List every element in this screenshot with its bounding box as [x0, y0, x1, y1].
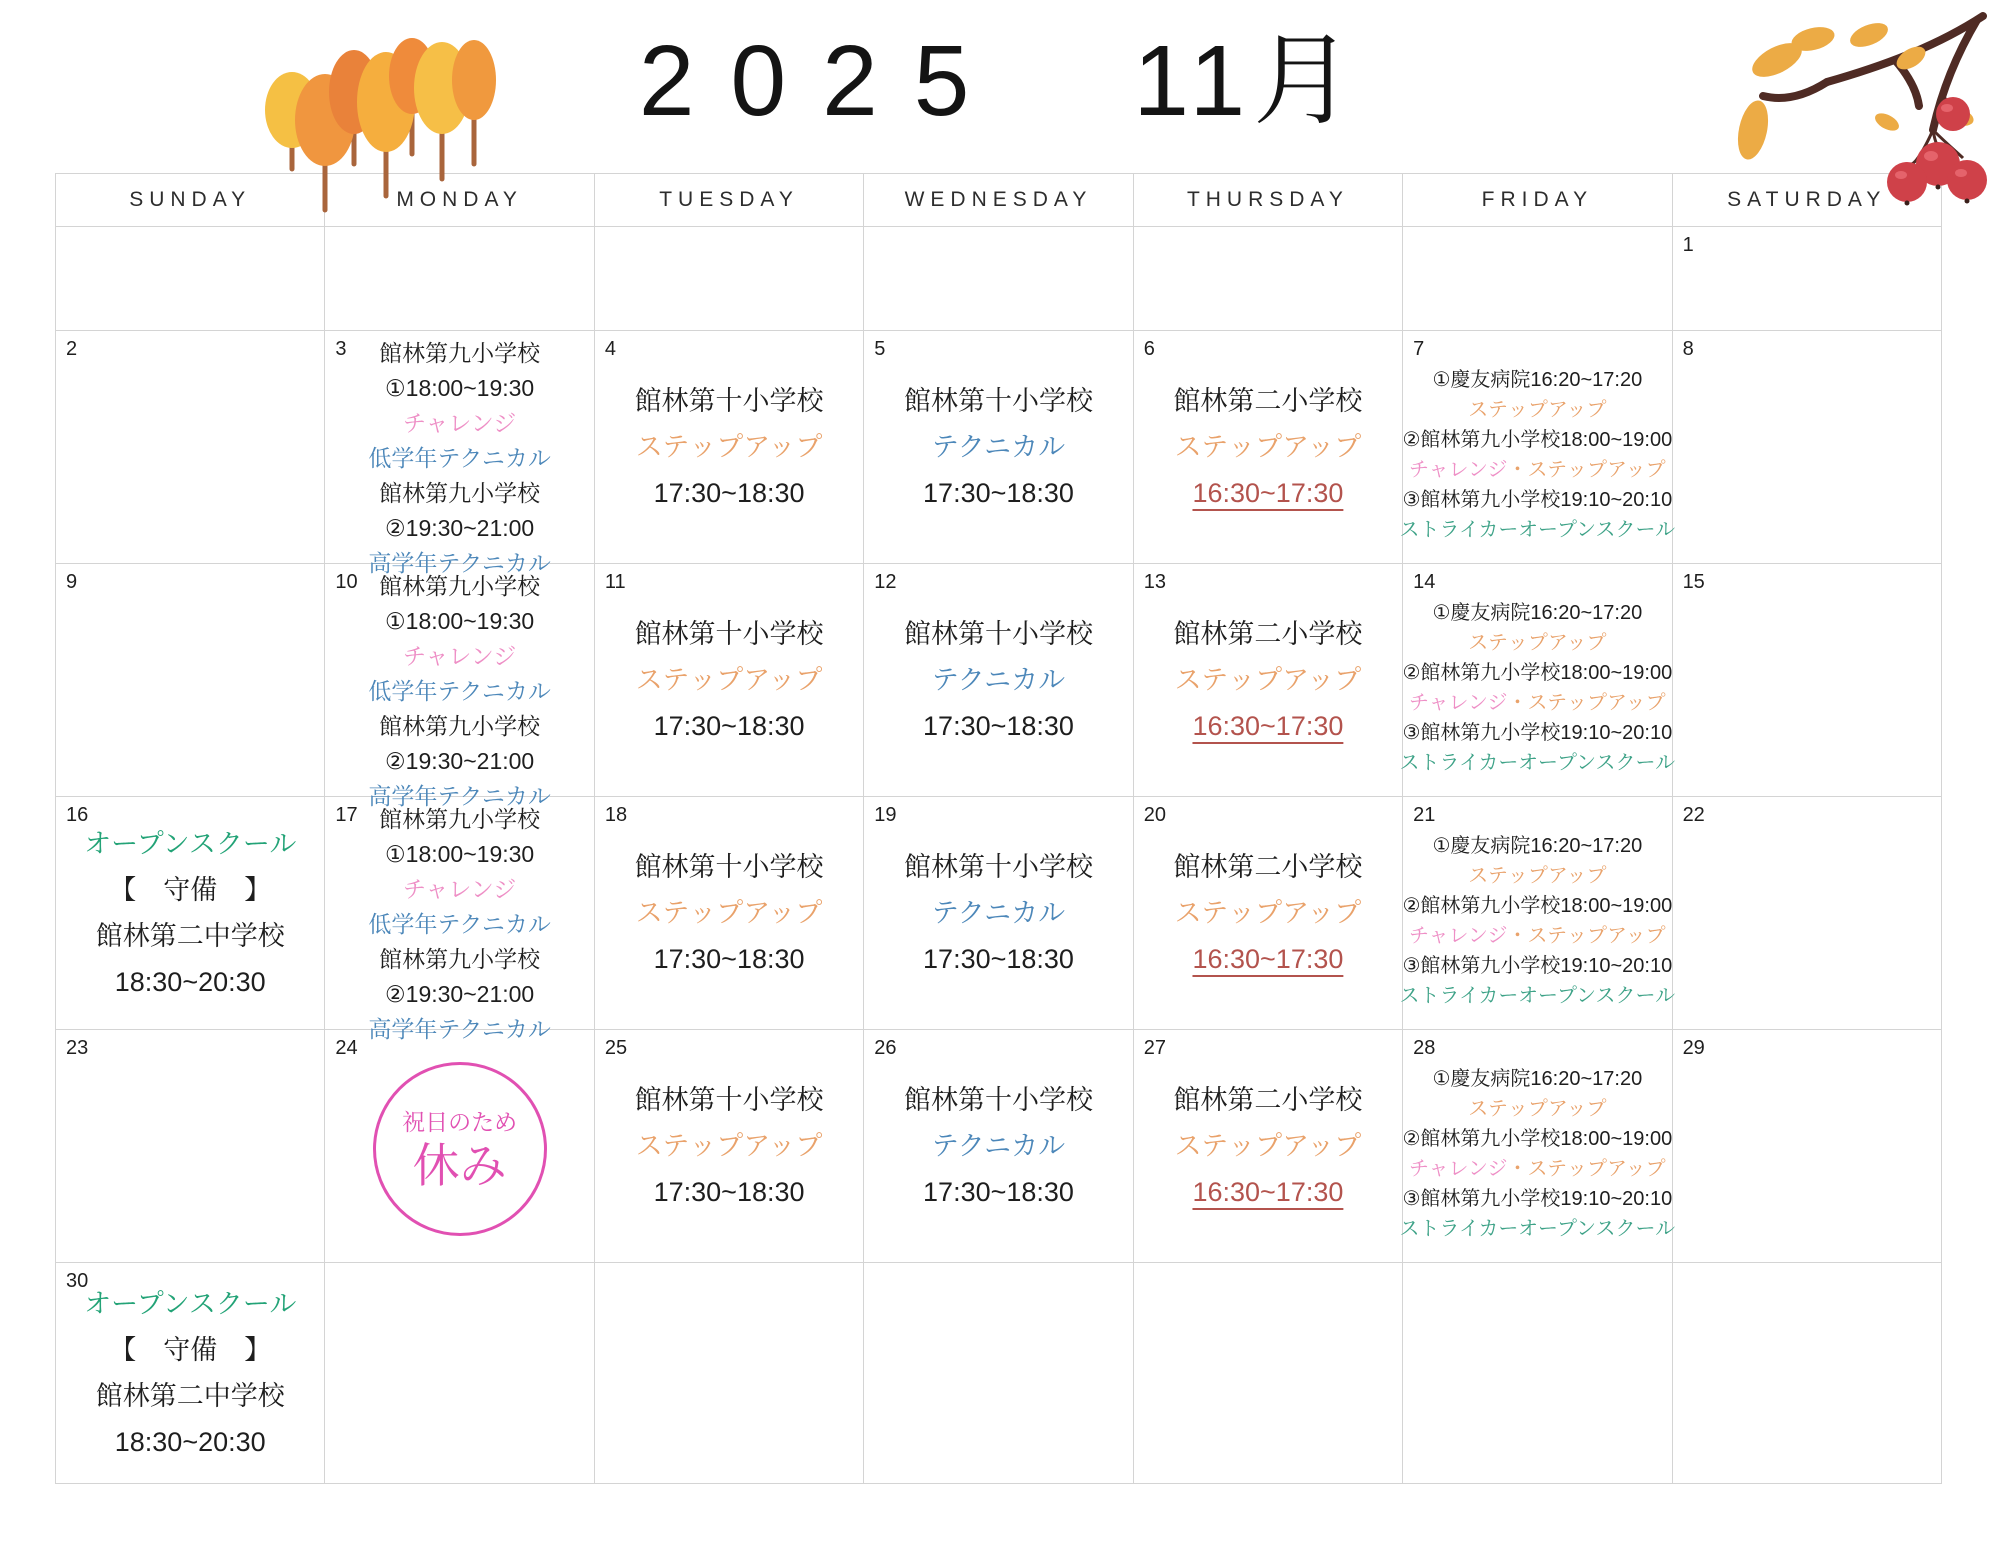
event-line	[115, 959, 266, 1005]
event-text: テクニカル	[931, 432, 1066, 462]
event-line	[379, 709, 540, 744]
autumn-trees-illustration	[262, 14, 512, 214]
event-text: ①18:00~19:30	[385, 841, 535, 867]
day-number: 4	[604, 338, 616, 360]
event-text: 館林第十小学校	[634, 619, 824, 649]
event-text: チャレンジ	[1409, 692, 1508, 714]
event-line	[1173, 844, 1362, 890]
event-text: 低学年テクニカル	[368, 678, 551, 704]
event-text: ステップアップ	[635, 898, 823, 928]
event-text: ②19:30~21:00	[385, 981, 535, 1007]
event-text: ②館林第九小学校18:00~19:00	[1402, 429, 1673, 451]
event-text: ①慶友病院16:20~17:20	[1432, 602, 1643, 624]
event-text: ①慶友病院16:20~17:20	[1432, 1068, 1643, 1090]
event-line	[379, 476, 540, 511]
weekday-header-tuesday: TUESDAY	[595, 174, 864, 227]
day-events	[1395, 1030, 1679, 1262]
event-text: 16:30~17:30	[1192, 478, 1344, 508]
event-line	[1175, 424, 1362, 470]
event-text: 館林第十小学校	[903, 386, 1093, 416]
day-events	[1395, 564, 1679, 796]
event-line	[1468, 1094, 1606, 1124]
day-cell-empty	[1673, 1263, 1942, 1484]
day-number: 29	[1682, 1037, 1705, 1059]
event-text: 16:30~17:30	[1192, 711, 1344, 741]
day-cell-25	[595, 1030, 864, 1263]
weekday-header-thursday: THURSDAY	[1134, 174, 1403, 227]
event-text: 館林第十小学校	[634, 852, 824, 882]
event-line	[1409, 1154, 1666, 1184]
event-text: ③館林第九小学校19:10~20:10	[1402, 1188, 1673, 1210]
day-cell-5	[864, 331, 1133, 564]
event-text: 17:30~18:30	[653, 944, 805, 974]
event-line	[1400, 981, 1676, 1011]
event-text: 館林第十小学校	[903, 619, 1093, 649]
day-cell-13	[1134, 564, 1403, 797]
event-line	[1402, 425, 1672, 455]
event-text: 館林第二中学校	[95, 1381, 285, 1411]
day-cell-empty	[864, 227, 1133, 331]
event-text: 17:30~18:30	[923, 1177, 1074, 1207]
event-text: ステップアップ	[635, 1131, 823, 1161]
event-line	[654, 470, 805, 516]
day-number: 11	[604, 571, 626, 593]
event-line	[379, 942, 540, 977]
day-number: 13	[1143, 571, 1166, 593]
event-text: チャレンジ	[1409, 925, 1508, 947]
event-line	[368, 907, 551, 942]
event-line	[635, 844, 824, 890]
event-text: ストライカーオープンスクール	[1399, 1218, 1676, 1240]
event-text: チャレンジ	[403, 876, 517, 902]
day-number: 17	[335, 804, 358, 826]
event-line	[379, 802, 540, 837]
day-cell-10	[325, 564, 594, 809]
event-text: 館林第九小学校	[379, 573, 541, 599]
day-cell-empty	[1134, 1263, 1403, 1484]
event-line	[923, 470, 1074, 516]
event-line	[636, 1123, 823, 1169]
day-events	[1126, 331, 1410, 563]
event-line	[84, 1281, 296, 1327]
day-number: 9	[66, 571, 78, 593]
event-text: ステップアップ	[635, 665, 823, 695]
event-line	[403, 872, 516, 907]
event-text: 館林第二中学校	[95, 921, 285, 951]
event-line	[1175, 890, 1362, 936]
event-line	[1175, 657, 1362, 703]
weekday-header-saturday: SATURDAY	[1673, 174, 1942, 227]
event-text: 17:30~18:30	[653, 1177, 805, 1207]
event-text: ①慶友病院16:20~17:20	[1432, 835, 1643, 857]
event-line	[932, 424, 1065, 470]
event-text: ①18:00~19:30	[385, 608, 535, 634]
event-text: チャレンジ	[1409, 459, 1508, 481]
event-line	[368, 674, 551, 709]
event-text: ステップアップ	[635, 432, 823, 462]
event-text: 16:30~17:30	[1192, 944, 1344, 974]
day-events	[1126, 564, 1410, 796]
day-cell-4	[595, 331, 864, 564]
day-cell-11	[595, 564, 864, 797]
event-line	[923, 1169, 1074, 1215]
event-line	[1175, 1123, 1362, 1169]
day-events	[587, 564, 871, 796]
event-line	[1173, 378, 1362, 424]
event-line	[1402, 951, 1672, 981]
event-text: ・ステップアップ	[1507, 459, 1666, 481]
event-line	[1402, 658, 1672, 688]
event-line	[654, 703, 805, 749]
event-line	[403, 639, 516, 674]
event-line	[1173, 1077, 1362, 1123]
event-line	[932, 1123, 1065, 1169]
event-text: ①18:00~19:30	[385, 375, 535, 401]
day-events	[1126, 1030, 1410, 1262]
day-events	[587, 331, 871, 563]
day-cell-6	[1134, 331, 1403, 564]
day-events	[317, 1030, 601, 1262]
event-line	[385, 837, 534, 872]
event-line	[636, 890, 823, 936]
day-number: 8	[1682, 338, 1694, 360]
day-number: 7	[1413, 338, 1425, 360]
day-cell-19	[864, 797, 1133, 1030]
day-number: 14	[1413, 571, 1436, 593]
event-line	[379, 336, 540, 371]
day-events	[48, 797, 332, 1029]
event-text: ステップアップ	[1468, 399, 1607, 421]
event-text: ③館林第九小学校19:10~20:10	[1402, 955, 1673, 977]
event-line	[368, 441, 551, 476]
day-number: 26	[874, 1037, 897, 1059]
day-number: 21	[1413, 804, 1436, 826]
event-line	[1400, 748, 1676, 778]
holiday-badge-label: 休み	[412, 1139, 507, 1192]
event-line	[1432, 1064, 1642, 1094]
day-cell-14	[1399, 564, 1676, 797]
calendar-grid	[55, 173, 1942, 1484]
event-text: 館林第九小学校	[379, 480, 541, 506]
event-line	[636, 424, 823, 470]
day-cell-empty	[595, 1263, 864, 1484]
day-cell-30	[56, 1263, 325, 1484]
event-text: 高学年テクニカル	[368, 783, 551, 809]
day-cell-18	[595, 797, 864, 1030]
event-text: 館林第九小学校	[379, 340, 541, 366]
event-text: 高学年テクニカル	[368, 550, 551, 576]
event-line	[1192, 1169, 1343, 1215]
event-line	[1409, 688, 1666, 718]
event-text: オープンスクール	[84, 1289, 297, 1319]
event-text: ①慶友病院16:20~17:20	[1432, 369, 1643, 391]
event-text: テクニカル	[931, 665, 1066, 695]
event-text: 館林第九小学校	[379, 946, 541, 972]
event-text: 18:30~20:30	[114, 967, 266, 997]
event-text: テクニカル	[931, 1131, 1066, 1161]
event-line	[96, 913, 285, 959]
event-text: 17:30~18:30	[923, 478, 1074, 508]
holiday-closed-badge	[373, 1062, 547, 1236]
event-line	[932, 657, 1065, 703]
event-line	[654, 1169, 805, 1215]
event-text: 17:30~18:30	[653, 478, 805, 508]
day-number: 22	[1682, 804, 1705, 826]
day-number: 27	[1143, 1037, 1166, 1059]
day-cell-3	[325, 331, 594, 576]
event-line	[1409, 455, 1666, 485]
day-cell-15	[1673, 564, 1942, 797]
event-text: ストライカーオープンスクール	[1399, 985, 1676, 1007]
event-line	[115, 1419, 266, 1465]
event-text: テクニカル	[931, 898, 1066, 928]
day-number: 19	[874, 804, 897, 826]
day-events	[317, 331, 601, 576]
day-cell-7	[1399, 331, 1676, 564]
event-line	[1432, 598, 1642, 628]
event-line	[109, 867, 271, 913]
day-cell-empty	[325, 1263, 594, 1484]
event-text: 館林第十小学校	[903, 852, 1093, 882]
event-line	[635, 611, 824, 657]
day-events	[1395, 797, 1679, 1029]
event-text: ③館林第九小学校19:10~20:10	[1402, 722, 1673, 744]
event-line	[923, 703, 1074, 749]
event-line	[904, 844, 1093, 890]
day-number: 10	[335, 571, 358, 593]
event-text: 館林第十小学校	[634, 1085, 824, 1115]
day-cell-8	[1673, 331, 1942, 564]
event-line	[1468, 395, 1606, 425]
day-cell-empty	[1134, 227, 1403, 331]
event-line	[1192, 703, 1343, 749]
event-line	[1468, 861, 1606, 891]
weekday-header-wednesday: WEDNESDAY	[864, 174, 1133, 227]
day-number: 30	[66, 1270, 89, 1292]
day-events	[587, 1030, 871, 1262]
event-text: 低学年テクニカル	[368, 445, 551, 471]
event-text: ステップアップ	[1468, 865, 1607, 887]
event-text: ステップアップ	[1174, 432, 1362, 462]
event-line	[109, 1327, 271, 1373]
event-text: ステップアップ	[1174, 665, 1362, 695]
event-text: 【 守備 】	[109, 875, 272, 905]
event-line	[385, 371, 534, 406]
event-text: 高学年テクニカル	[368, 1016, 551, 1042]
day-cell-1	[1673, 227, 1942, 331]
day-cell-26	[864, 1030, 1133, 1263]
event-line	[385, 744, 534, 779]
event-line	[904, 378, 1093, 424]
day-cell-12	[864, 564, 1133, 797]
event-line	[1402, 1184, 1672, 1214]
day-cell-empty	[56, 227, 325, 331]
event-text: チャレンジ	[403, 410, 517, 436]
event-line	[1402, 485, 1672, 515]
day-events	[1126, 797, 1410, 1029]
event-text: ②19:30~21:00	[385, 748, 535, 774]
event-text: 館林第二小学校	[1173, 852, 1363, 882]
event-line	[1400, 1214, 1676, 1244]
event-line	[1402, 718, 1672, 748]
event-text: 17:30~18:30	[653, 711, 805, 741]
day-events	[856, 1030, 1140, 1262]
event-text: 館林第二小学校	[1173, 1085, 1363, 1115]
weekday-header-sunday: SUNDAY	[56, 174, 325, 227]
event-line	[923, 936, 1074, 982]
day-events	[48, 1263, 332, 1483]
day-cell-empty	[1403, 227, 1672, 331]
event-text: ③館林第九小学校19:10~20:10	[1402, 489, 1673, 511]
event-text: ・ステップアップ	[1507, 1158, 1666, 1180]
day-number: 20	[1143, 804, 1166, 826]
event-line	[1432, 831, 1642, 861]
event-line	[1409, 921, 1666, 951]
event-text: 18:30~20:30	[114, 1427, 266, 1457]
day-cell-20	[1134, 797, 1403, 1030]
day-cell-28	[1399, 1030, 1676, 1263]
day-number: 25	[604, 1037, 628, 1059]
event-text: 館林第二小学校	[1173, 386, 1363, 416]
event-line	[1402, 1124, 1672, 1154]
day-events	[317, 564, 601, 809]
day-number: 23	[66, 1037, 89, 1059]
day-events	[587, 797, 871, 1029]
day-cell-empty	[595, 227, 864, 331]
day-number: 1	[1682, 234, 1694, 256]
event-line	[904, 611, 1093, 657]
event-text: ②館林第九小学校18:00~19:00	[1402, 662, 1673, 684]
event-line	[385, 511, 534, 546]
event-text: 館林第十小学校	[634, 386, 824, 416]
day-cell-23	[56, 1030, 325, 1263]
event-line	[385, 604, 534, 639]
event-line	[84, 821, 296, 867]
weekday-header-monday: MONDAY	[325, 174, 594, 227]
event-line	[403, 406, 516, 441]
event-text: ②館林第九小学校18:00~19:00	[1402, 1128, 1673, 1150]
day-number: 24	[335, 1037, 358, 1059]
day-events	[856, 564, 1140, 796]
event-text: ストライカーオープンスクール	[1399, 519, 1676, 541]
event-line	[1432, 365, 1642, 395]
title-year: 2025	[638, 25, 1006, 137]
day-cell-empty	[864, 1263, 1133, 1484]
day-number: 15	[1682, 571, 1705, 593]
event-text: ステップアップ	[1174, 1131, 1362, 1161]
day-cell-17	[325, 797, 594, 1042]
event-text: ・ステップアップ	[1507, 692, 1666, 714]
event-text: チャレンジ	[1409, 1158, 1508, 1180]
event-line	[635, 1077, 824, 1123]
day-number: 3	[335, 338, 347, 360]
day-number: 18	[604, 804, 628, 826]
event-line	[1192, 470, 1343, 516]
day-events	[856, 331, 1140, 563]
day-cell-16	[56, 797, 325, 1030]
event-text: 17:30~18:30	[923, 711, 1074, 741]
day-cell-24	[325, 1030, 594, 1263]
event-text: ステップアップ	[1468, 1098, 1607, 1120]
event-text: 館林第二小学校	[1173, 619, 1363, 649]
event-text: チャレンジ	[403, 643, 517, 669]
day-cell-empty	[325, 227, 594, 331]
berry-branch-illustration	[1655, 2, 1990, 217]
event-line	[654, 936, 805, 982]
event-text: 【 守備 】	[109, 1335, 272, 1365]
day-events	[856, 797, 1140, 1029]
event-line	[96, 1373, 285, 1419]
event-text: ステップアップ	[1174, 898, 1362, 928]
event-text: ②19:30~21:00	[385, 515, 535, 541]
day-number: 12	[874, 571, 897, 593]
event-line	[1192, 936, 1343, 982]
event-text: 館林第十小学校	[903, 1085, 1093, 1115]
day-events	[317, 797, 601, 1042]
event-text: 17:30~18:30	[923, 944, 1074, 974]
event-text: 館林第九小学校	[379, 806, 541, 832]
day-number: 16	[66, 804, 89, 826]
event-text: 16:30~17:30	[1192, 1177, 1344, 1207]
weekday-header-friday: FRIDAY	[1403, 174, 1672, 227]
day-cell-21	[1399, 797, 1676, 1030]
event-line	[932, 890, 1065, 936]
event-text: オープンスクール	[84, 829, 297, 859]
day-number: 28	[1413, 1037, 1436, 1059]
event-line	[1468, 628, 1606, 658]
event-line	[379, 569, 540, 604]
event-text: 館林第九小学校	[379, 713, 541, 739]
event-line	[635, 378, 824, 424]
event-text: 低学年テクニカル	[368, 911, 551, 937]
day-cell-29	[1673, 1030, 1942, 1263]
day-cell-2	[56, 331, 325, 564]
holiday-badge-reason: 祝日のため	[402, 1109, 518, 1135]
day-cell-27	[1134, 1030, 1403, 1263]
day-cell-empty	[1403, 1263, 1672, 1484]
event-text: ②館林第九小学校18:00~19:00	[1402, 895, 1673, 917]
event-line	[1402, 891, 1672, 921]
day-number: 2	[66, 338, 78, 360]
event-text: ストライカーオープンスクール	[1399, 752, 1676, 774]
event-line	[385, 977, 534, 1012]
event-line	[904, 1077, 1093, 1123]
day-number: 5	[874, 338, 886, 360]
title-month: 11月	[1133, 25, 1362, 137]
event-line	[636, 657, 823, 703]
day-number: 6	[1143, 338, 1155, 360]
event-line	[1400, 515, 1676, 545]
day-cell-22	[1673, 797, 1942, 1030]
event-text: ・ステップアップ	[1507, 925, 1666, 947]
day-events	[1395, 331, 1679, 563]
event-text: ステップアップ	[1468, 632, 1607, 654]
day-cell-9	[56, 564, 325, 797]
event-line	[1173, 611, 1362, 657]
